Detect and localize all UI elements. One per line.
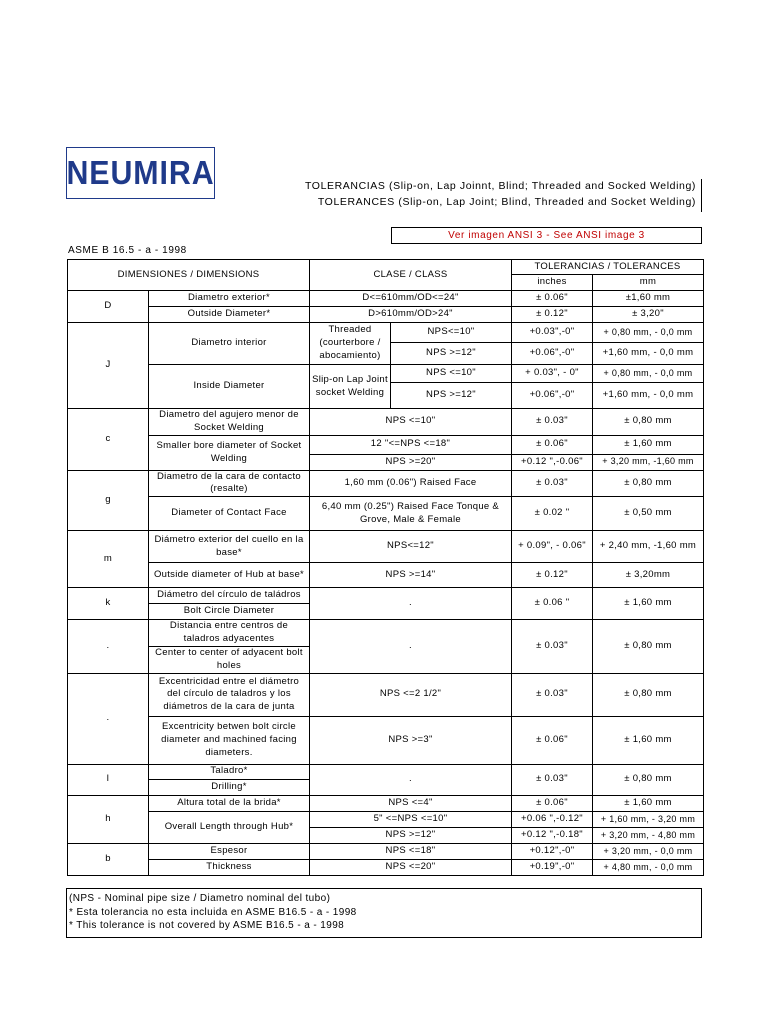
class-cell: NPS <=20" [310,859,512,875]
inch-tolerance-cell: ± 0.06" [512,716,593,764]
inch-tolerance-cell: +0.19",-0" [512,859,593,875]
class-group-cell: Slip-on Lap Joint socket Welding [310,365,391,409]
dimension-cell: Taladro* [149,764,310,779]
mm-tolerance-cell: ± 3,20" [593,307,704,323]
symbol-cell: l [68,764,149,795]
mm-tolerance-cell: +1,60 mm, - 0,0 mm [593,383,704,409]
header-class: CLASE / CLASS [310,260,512,291]
symbol-cell: . [68,673,149,764]
inch-tolerance-cell: ± 0.03" [512,673,593,716]
class-cell: NPS<=12" [310,531,512,563]
class-cell: NPS >=12" [310,827,512,843]
class-cell: 12 "<=NPS <=18" [310,435,512,454]
mm-tolerance-cell: ± 1,60 mm [593,795,704,811]
header-mm: mm [593,275,704,291]
class-cell: . [310,588,512,620]
class-cell: . [310,620,512,674]
class-cell: D>610mm/OD>24" [310,307,512,323]
class-cell: NPS <=10" [310,409,512,436]
class-cell: NPS <=4" [310,795,512,811]
symbol-cell: b [68,843,149,875]
dimension-cell: Outside diameter of Hub at base* [149,563,310,588]
mm-tolerance-cell: ± 0,80 mm [593,620,704,674]
symbol-cell: k [68,588,149,620]
dimension-cell: Diametro del agujero menor de Socket Welding [149,409,310,436]
inch-tolerance-cell: ± 0.03" [512,470,593,497]
class-cell: 1,60 mm (0.06") Raised Face [310,470,512,497]
mm-tolerance-cell: ± 1,60 mm [593,716,704,764]
inch-tolerance-cell: +0.06 ",-0.12" [512,811,593,827]
dimension-cell: Overall Length through Hub* [149,811,310,843]
dimension-cell: Center to center of adyacent bolt holes [149,646,310,673]
inch-tolerance-cell: ± 0.02 " [512,497,593,531]
inch-tolerance-cell: ± 0.12" [512,307,593,323]
inch-tolerance-cell: +0.12 ",-0.06" [512,454,593,470]
inch-tolerance-cell: ± 0.12" [512,563,593,588]
mm-tolerance-cell: + 0,80 mm, - 0,0 mm [593,365,704,383]
mm-tolerance-cell: ± 0,50 mm [593,497,704,531]
class-group-cell: Threaded (courterbore / abocamiento) [310,323,391,365]
class-cell: NPS <=10" [391,365,512,383]
dimension-cell: Diametro interior [149,323,310,365]
mm-tolerance-cell: ± 0,80 mm [593,409,704,436]
class-cell: NPS <=18" [310,843,512,859]
dimension-cell: Bolt Circle Diameter [149,604,310,620]
class-cell: NPS >=14" [310,563,512,588]
symbol-cell: . [68,620,149,674]
header-tolerances: TOLERANCIAS / TOLERANCES [512,260,704,275]
inch-tolerance-cell: ± 0.03" [512,620,593,674]
dimension-cell: Excentricidad entre el diámetro del círculo de taladros y los diámetros de la cara de junta [149,673,310,716]
mm-tolerance-cell: +1,60 mm, - 0,0 mm [593,343,704,365]
class-cell: NPS >=3" [310,716,512,764]
symbol-cell: g [68,470,149,531]
dimension-cell: Diametro de la cara de contacto (resalte) [149,470,310,497]
mm-tolerance-cell: ± 0,80 mm [593,764,704,795]
inch-tolerance-cell: +0.12 ",-0.18" [512,827,593,843]
dimension-cell: Diámetro del círculo de taládros [149,588,310,604]
symbol-cell: D [68,291,149,323]
mm-tolerance-cell: + 3,20 mm, - 0,0 mm [593,843,704,859]
dimension-cell: Thickness [149,859,310,875]
mm-tolerance-cell: ± 0,80 mm [593,673,704,716]
dimension-cell: Distancia entre centros de taladros adyacentes [149,620,310,647]
class-cell: . [310,764,512,795]
symbol-cell: h [68,795,149,843]
mm-tolerance-cell: ± 1,60 mm [593,588,704,620]
mm-tolerance-cell: ±1,60 mm [593,291,704,307]
header-inches: inches [512,275,593,291]
class-cell: D<=610mm/OD<=24" [310,291,512,307]
mm-tolerance-cell: + 3,20 mm, -1,60 mm [593,454,704,470]
neumira-logo [66,147,215,199]
class-cell: NPS >=20" [310,454,512,470]
inch-tolerance-cell: + 0.03", - 0" [512,365,593,383]
inch-tolerance-cell: +0.03",-0" [512,323,593,343]
inch-tolerance-cell: +0.06",-0" [512,383,593,409]
note-nps: (NPS - Nominal pipe size / Diametro nominal del tubo) [69,893,331,904]
inch-tolerance-cell: +0.12",-0" [512,843,593,859]
mm-tolerance-cell: + 0,80 mm, - 0,0 mm [593,323,704,343]
see-image-link[interactable]: Ver imagen ANSI 3 - See ANSI image 3 [391,227,702,244]
mm-tolerance-cell: ± 3,20mm [593,563,704,588]
inch-tolerance-cell: + 0.09", - 0.06" [512,531,593,563]
symbol-cell: m [68,531,149,588]
class-cell: NPS <=2 1/2" [310,673,512,716]
symbol-cell: c [68,409,149,471]
dimension-cell: Espesor [149,843,310,859]
dimension-cell: Diameter of Contact Face [149,497,310,531]
inch-tolerance-cell: ± 0.06" [512,435,593,454]
standard-label: ASME B 16.5 - a - 1998 [68,245,187,256]
header-dimensions: DIMENSIONES / DIMENSIONS [68,260,310,291]
mm-tolerance-cell: + 2,40 mm, -1,60 mm [593,531,704,563]
mm-tolerance-cell: ± 0,80 mm [593,470,704,497]
dimension-cell: Excentricity betwen bolt circle diameter and machined facing diameters. [149,716,310,764]
tolerances-table [67,259,704,876]
note-not-covered-en: * This tolerance is not covered by ASME B16.5 - a - 1998 [69,920,345,931]
inch-tolerance-cell: ± 0.06" [512,795,593,811]
dimension-cell: Drilling* [149,779,310,795]
notes-box [66,888,702,938]
dimension-cell: Outside Diameter* [149,307,310,323]
title-divider [701,179,702,212]
class-cell: 6,40 mm (0.25") Raised Face Tonque & Grove, Male & Female [310,497,512,531]
title-en: TOLERANCES (Slip-on, Lap Joint; Blind, Threaded and Socket Welding) [317,196,696,208]
dimension-cell: Smaller bore diameter of Socket Welding [149,435,310,470]
symbol-cell: J [68,323,149,409]
dimension-cell: Altura total de la brida* [149,795,310,811]
dimension-cell: Diametro exterior* [149,291,310,307]
mm-tolerance-cell: + 3,20 mm, - 4,80 mm [593,827,704,843]
note-not-included-es: * Esta tolerancia no esta incluida en ASME B16.5 - a - 1998 [69,906,357,918]
class-cell: NPS >=12" [391,343,512,365]
mm-tolerance-cell: + 1,60 mm, - 3,20 mm [593,811,704,827]
inch-tolerance-cell: +0.06",-0" [512,343,593,365]
class-cell: 5" <=NPS <=10" [310,811,512,827]
dimension-cell: Inside Diameter [149,365,310,409]
class-cell: NPS<=10" [391,323,512,343]
class-cell: NPS >=12" [391,383,512,409]
logo-text: NEUMIRA [66,154,215,191]
inch-tolerance-cell: ± 0.06 " [512,588,593,620]
inch-tolerance-cell: ± 0.03" [512,409,593,436]
inch-tolerance-cell: ± 0.03" [512,764,593,795]
mm-tolerance-cell: + 4,80 mm, - 0,0 mm [593,859,704,875]
inch-tolerance-cell: ± 0.06" [512,291,593,307]
mm-tolerance-cell: ± 1,60 mm [593,435,704,454]
title-es: TOLERANCIAS (Slip-on, Lap Joinnt, Blind; Threaded and Socked Welding) [304,180,696,192]
dimension-cell: Diámetro exterior del cuello en la base* [149,531,310,563]
